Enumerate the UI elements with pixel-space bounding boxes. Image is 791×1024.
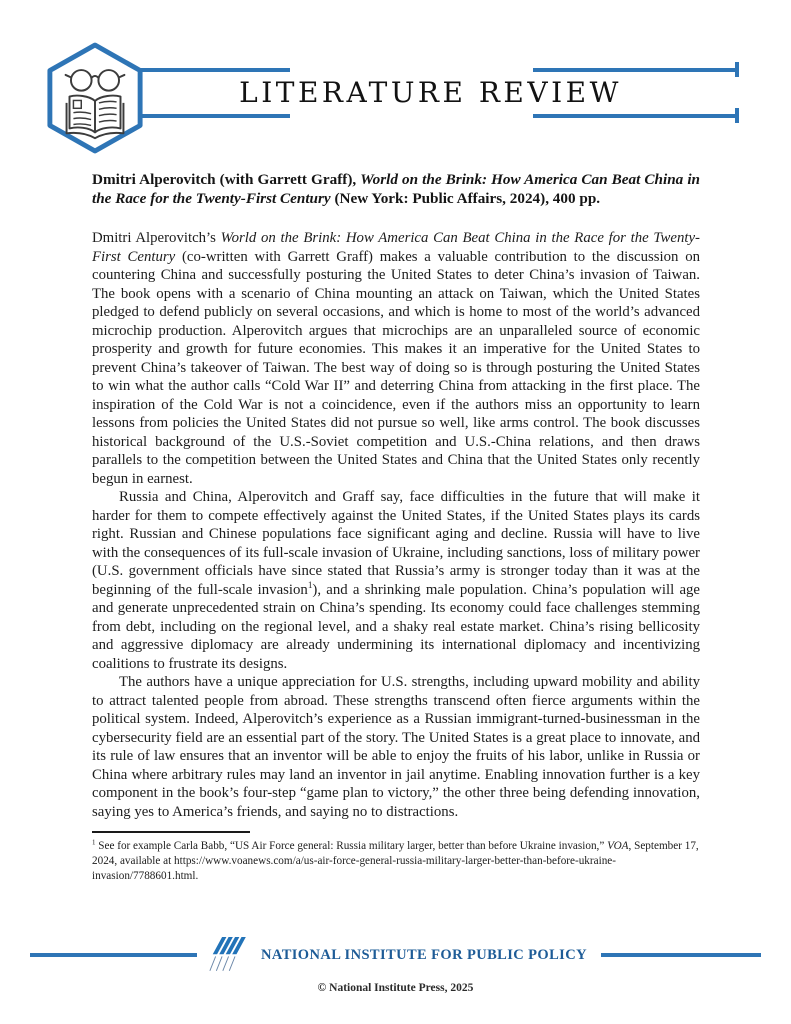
text-run: 1	[92, 838, 96, 847]
text-run: World on the Brink: How America Can Beat China in the Race for the Twenty-First Century	[92, 230, 700, 265]
page-header	[0, 0, 791, 160]
review-paragraph-1	[92, 229, 700, 488]
footer-rule-right	[601, 953, 761, 957]
header-rule-top-endcap	[735, 62, 739, 77]
header-rule-bottom-right	[533, 114, 735, 118]
text-run: Dmitri Alperovitch (with Garrett Graff),	[92, 171, 361, 188]
text-run: (co-written with Garrett Graff) makes a valuable contribution to the discussion on countering China and successfully posturing the United States to deter China’s invasion of Taiwan. The book opens with a scenario of China mounting an attack on Taiwan, which the United States pledged to defend publicly on several occasions, and which is home to most of the world’s advanced microchip production. Alperovitch argues that microchips are an unparalleled source of economic prosperity and growth for future economies. This makes it an imperative for the United States to prevent China’s takeover of Taiwan. The best way of doing so is through posturing the United States to win what the author calls “Cold War II” and deterring China from attacking in the first place. The inspiration of the Cold War is not a coincidence, even if the authors miss an opportunity to learn lessons from policies the United States did not pursue so well, like arms control. The book discusses historical background of the U.S.-Soviet competition and U.S.-China relations, and then draws parallels to the competition between the United States and China that the United States only recently begun in earnest.	[92, 248, 700, 487]
book-citation	[92, 170, 700, 208]
footer-banner	[0, 935, 791, 975]
header-rule-bottom-left	[138, 114, 290, 118]
text-run: The authors have a unique appreciation for U.S. strengths, including upward mobility and ability to attract talented people from abroad. These strengths transcend often fierce arguments within the political system. Indeed, Alperovitch’s experience as a Russian immigrant-turned-businessman in the cybersecurity field are an essential part of the story. The United States is a great place to innovate, and its rule of law ensures that an inventor will be able to enjoy the fruits of his labor, unlike in Russia or China where arbitrary rules may land an inventor in jail anytime. Enabling innovation further is a key component in the book’s four-step “game plan to victory,” the other three being defending innovation, saying yes to America’s friends, and saying no to distractions.	[92, 674, 700, 820]
header-rule-top-right	[533, 68, 735, 72]
footer-rule-left	[30, 953, 197, 957]
text-run: (New York: Public Affairs, 2024), 400 pp.	[330, 190, 601, 207]
header-rule-bottom-endcap	[735, 108, 739, 123]
document-body	[92, 170, 700, 884]
org-name: NATIONAL INSTITUTE FOR PUBLIC POLICY	[261, 946, 587, 963]
header-rule-top-left	[138, 68, 290, 72]
text-run: , September 17, 2024, available at https://www.voanews.com/a/us-air-force-general-russia-military-larger-better-than-before-ukraine-invasion/7788601.html.	[92, 840, 699, 882]
text-run: VOA	[607, 840, 629, 852]
text-run: Russia and China, Alperovitch and Graff say, face difficulties in the future that will make it harder for them to compete effectively against the United States, if the United States plays its cards right. Russian and Chinese populations face significant aging and decline. Russia will have to live with the consequences of its full-scale invasion of Ukraine, including sanctions, loss of military power (U.S. government officials have since stated that Russia’s army is stronger today than it was at the beginning of the full-scale invasion	[92, 489, 700, 598]
page-title: LITERATURE REVIEW	[239, 76, 622, 109]
review-paragraph-2	[92, 488, 700, 673]
review-paragraph-3	[92, 673, 700, 821]
nipp-stripes-icon	[207, 935, 253, 975]
footnote	[92, 839, 700, 884]
text-run: Dmitri Alperovitch’s	[92, 230, 221, 246]
copyright-notice: © National Institute Press, 2025	[317, 982, 474, 994]
text-run: World on the Brink: How America Can Beat China in the Race for the Twenty-First Century	[92, 171, 700, 207]
text-run: ), and a shrinking male population. China’s population will age and generate unprecedented strain on China’s spending. Its economy could face challenges stemming from debt, including on the regional level, and a shaky real estate market. China’s rising bellicosity and aggressive diplomacy are already undermining its international diplomacy and incentivizing coalitions to frustrate its designs.	[92, 581, 700, 672]
footnote-divider	[92, 831, 250, 833]
page-footer	[0, 935, 791, 994]
text-run: 1	[307, 579, 313, 590]
text-run: See for example Carla Babb, “US Air Force general: Russia military larger, better than before Ukraine invasion,”	[95, 840, 608, 852]
